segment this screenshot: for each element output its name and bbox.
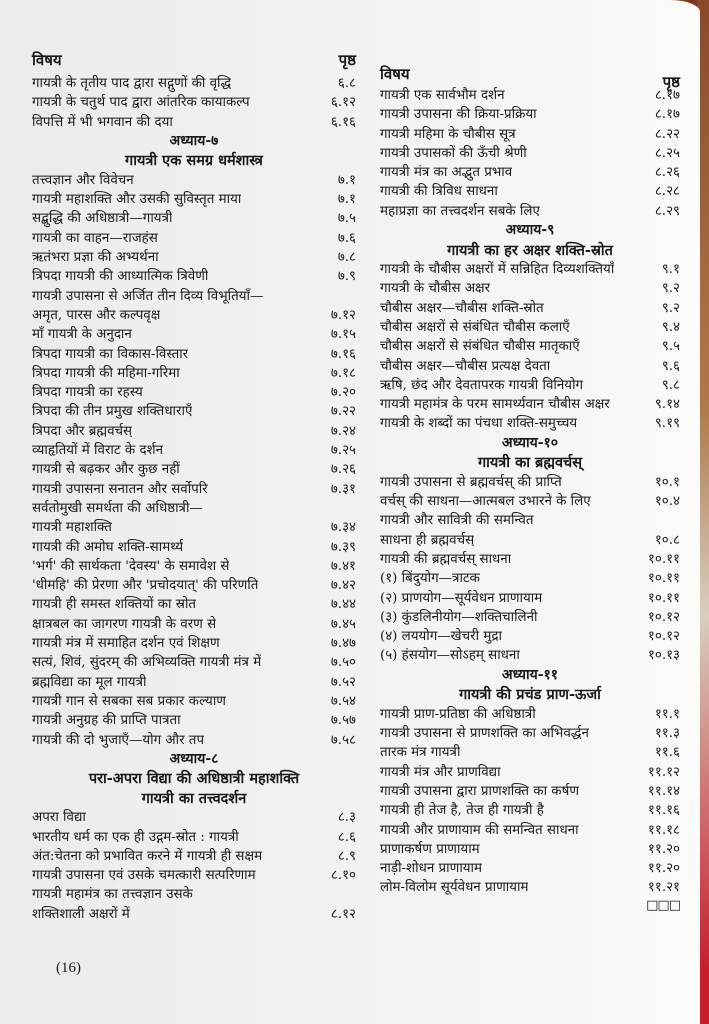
chapter-label: अध्याय-९ [505, 222, 555, 239]
entry-title: त्रिपदा की तीन प्रमुख शक्तिधाराएँ [32, 404, 193, 420]
entry-page: ७.६ [337, 230, 356, 246]
entry-title: गायत्री ही समस्त शक्तियों का स्रोत [32, 597, 197, 613]
toc-entry [32, 615, 356, 634]
entry-page: ६.८ [337, 76, 356, 91]
entry-page: ११.२० [647, 841, 680, 857]
entry-title: गायत्री की दो भुजाएँ—योग और तप [32, 732, 205, 748]
entry-page: ७.१ [337, 172, 356, 188]
entry-title: सर्वतोमुखी समर्थता की अधिष्ठात्री— [32, 500, 203, 516]
toc-entry [32, 364, 356, 383]
entry-page: ७.४७ [330, 636, 356, 652]
entry-page: ७.१५ [330, 327, 356, 343]
entry-page: ७.४५ [330, 616, 356, 632]
toc-entry [380, 144, 680, 163]
entry-page: ९.५ [661, 339, 680, 355]
entry-title: 'धीमहि' की प्रेरणा और 'प्रचोदयात्' की परिणति [32, 578, 259, 594]
entry-title: त्रिपदा गायत्री की महिमा-गरिमा [32, 365, 180, 381]
entry-page: ८.६ [337, 829, 356, 845]
toc-entry [380, 473, 680, 492]
entry-title: सद्बुद्धि की अधिष्ठात्री—गायत्री [32, 211, 173, 227]
entry-page: ७.२६ [330, 462, 356, 478]
entry-page: ७.५२ [330, 674, 356, 690]
toc-entry [380, 743, 680, 762]
entry-page: ९.८ [661, 377, 680, 393]
entry-page: ७.३९ [330, 539, 356, 555]
entry-title: गायत्री महामंत्र के परम सामर्थ्यवान चौबीस अक्षर [380, 397, 610, 413]
entry-page: ९.६ [661, 358, 680, 374]
entry-page: ११.१८ [647, 822, 680, 838]
toc-entry [32, 538, 356, 557]
toc-entry [32, 402, 356, 421]
entry-page: ७.२५ [330, 443, 356, 459]
toc-entry [380, 782, 680, 801]
entry-page: १०.१ [654, 474, 680, 490]
toc-entry [380, 318, 680, 337]
toc-entry [380, 163, 680, 182]
entry-page: ७.४२ [330, 578, 356, 594]
toc-entry [32, 711, 356, 730]
entry-title: क्षात्रबल का जागरण गायत्री के वरण से [32, 616, 217, 632]
toc-entry [380, 608, 680, 627]
entry-title: नाड़ी-शोधन प्राणायाम [380, 861, 483, 877]
toc-entry [380, 202, 680, 221]
entry-page: ७.३१ [330, 481, 356, 497]
entry-page: ११.३ [654, 726, 680, 742]
chapter-title: परा-अपरा विद्या की अधिष्ठात्री महाशक्ति [88, 770, 300, 788]
toc-entry [380, 859, 680, 878]
entry-page: ८.१७ [654, 88, 680, 103]
toc-entry [32, 345, 356, 364]
entry-title: गायत्री उपासना से प्राणशक्ति का अभिवर्द्धन [380, 726, 589, 742]
entry-page: ७.५ [337, 211, 356, 227]
entry-title: गायत्री एक सार्वभौम दर्शन [380, 88, 505, 103]
page-heading: पृष्ठ [662, 73, 680, 91]
entry-title: त्रिपदा गायत्री का रहस्य [32, 385, 143, 401]
entry-title: गायत्री उपासना द्वारा प्राणशक्ति का कर्षण [380, 783, 580, 799]
entry-page: ७.४४ [330, 597, 356, 613]
toc-entry [32, 692, 356, 711]
toc-entry [380, 357, 680, 376]
toc-entry [380, 182, 680, 201]
toc-entry [32, 480, 356, 499]
entry-page: १०.११ [647, 551, 680, 567]
toc-entry [380, 279, 680, 298]
toc-entry [380, 724, 680, 743]
entry-title: (३) कुंडलिनीयोग—शक्तिचालिनी [380, 609, 538, 625]
entry-title: व्याहृतियों में विराट के दर्शन [32, 443, 164, 459]
entry-title: गायत्री के चौबीस अक्षरों में सन्निहित दिव्यशक्तियाँ [380, 262, 615, 278]
entry-page: १०.११ [647, 590, 680, 606]
entry-page: १०.८ [654, 532, 680, 548]
entry-page: ८.२६ [654, 165, 680, 181]
entry-title: ऋतंभरा प्रज्ञा की अभ्यर्थना [32, 250, 159, 266]
toc-entry [32, 422, 356, 441]
entry-title: (२) प्राणयोग—सूर्यवेधन प्राणायाम [380, 590, 543, 606]
entry-title: प्राणाकर्षण प्राणायाम [380, 841, 480, 857]
entry-title: चौबीस अक्षर—चौबीस शक्ति-स्रोत [380, 300, 544, 316]
entry-page: ७.१६ [330, 346, 356, 362]
toc-entry [380, 414, 680, 433]
toc-entry [380, 511, 680, 530]
entry-page: ९.४ [661, 319, 680, 335]
toc-entry [380, 627, 680, 646]
entry-title: तत्त्वज्ञान और विवेचन [32, 172, 134, 188]
entry-page: ८.३ [337, 810, 356, 826]
chapter-title: गायत्री का हर अक्षर शक्ति-स्रोत [447, 241, 613, 259]
chapter-label: अध्याय-१० [501, 434, 559, 451]
entry-title: गायत्री महिमा के चौबीस सूत्र [380, 126, 516, 142]
entry-title: त्रिपदा गायत्री का विकास-विस्तार [32, 346, 189, 362]
entry-title: गायत्री उपासकों की ऊँची श्रेणी [380, 145, 527, 161]
toc-entry [380, 550, 680, 569]
column-header [380, 48, 680, 91]
entry-page: ९.१९ [654, 416, 680, 432]
entry-title: गायत्री का वाहन—राजहंस [32, 230, 158, 246]
entry-page: ७.९ [337, 269, 356, 285]
toc-entry [380, 589, 680, 608]
toc-entry [32, 325, 356, 344]
entry-title: वर्चस् की साधना—आत्मबल उभारने के लिए [380, 494, 591, 510]
toc-entry [32, 93, 356, 112]
toc-entry [32, 267, 356, 286]
entry-page: ७.२४ [330, 423, 356, 439]
page-number: (16) [56, 960, 81, 976]
chapter-title: गायत्री की प्रचंड प्राण-ऊर्जा [459, 686, 601, 704]
toc-entry [32, 499, 356, 518]
entry-title: गायत्री की ब्रह्मवर्चस् साधना [380, 551, 512, 567]
entry-page: ११.१२ [647, 764, 680, 780]
entry-title: विपत्ति में भी भगवान की दया [32, 114, 173, 130]
subject-heading: विषय [380, 65, 410, 83]
chapter-title: गायत्री का तत्त्वदर्शन [141, 789, 247, 807]
toc-entry [32, 209, 356, 228]
entry-title: गायत्री के तृतीय पाद द्वारा सद्गुणों की वृद्धि [32, 76, 232, 91]
entry-page: ७.३४ [330, 520, 356, 536]
entry-page: ७.५४ [330, 693, 356, 709]
entry-title: गायत्री से बढ़कर और कुछ नहीं [32, 462, 180, 478]
toc-entry [32, 653, 356, 672]
entry-title: गायत्री उपासना की क्रिया-प्रक्रिया [380, 107, 537, 123]
subject-heading: विषय [32, 51, 62, 69]
toc-entry [32, 595, 356, 614]
chapter-label: अध्याय-८ [169, 750, 219, 767]
entry-title: ऋषि, छंद और देवतापरक गायत्री विनियोग [380, 377, 584, 393]
entry-title: अमृत, पारस और कल्पवृक्ष [32, 307, 161, 323]
entry-title: (५) हंसयोग—सोऽहम् साधना [380, 648, 520, 664]
toc-entry [32, 171, 356, 190]
toc-entry [32, 866, 356, 885]
entry-title: गायत्री उपासना से ब्रह्मवर्चस् की प्राप्ति [380, 474, 562, 490]
entry-page: ७.८ [337, 250, 356, 266]
entry-title: अंत:चेतना को प्रभावित करने में गायत्री ही सक्षम [32, 848, 263, 864]
toc-entry [380, 646, 680, 665]
entry-title: गायत्री की त्रिविध साधना [380, 184, 498, 200]
toc-entry [32, 190, 356, 209]
page-heading: पृष्ठ [338, 51, 356, 69]
toc-entry [32, 634, 356, 653]
entry-title: गायत्री महाशक्ति [32, 520, 112, 536]
toc-entry [32, 731, 356, 750]
entry-title: गायत्री महाशक्ति और उसकी सुविस्तृत माया [32, 192, 242, 208]
entry-title: गायत्री मंत्र और प्राणविद्या [380, 764, 501, 780]
toc-entry [32, 441, 356, 460]
entry-title: गायत्री के शब्दों का पंचधा शक्ति-समुच्चय [380, 416, 578, 432]
entry-title: गायत्री प्राण-प्रतिष्ठा की अधिष्ठात्री [380, 706, 536, 722]
entry-title: लोम-विलोम सूर्यवेधन प्राणायाम [380, 880, 529, 896]
toc-entry [380, 801, 680, 820]
toc-entry [380, 299, 680, 318]
entry-title: सत्यं, शिवं, सुंदरम् की अभिव्यक्ति गायत्री मंत्र में [32, 655, 262, 671]
toc-entry [380, 395, 680, 414]
entry-page: १०.४ [654, 494, 680, 510]
toc-entry [380, 376, 680, 395]
entry-title: गायत्री गान से सबका सब प्रकार कल्याण [32, 693, 226, 709]
entry-page: ११.१ [654, 706, 680, 722]
left-column [32, 48, 356, 924]
entry-page: ६.१२ [330, 95, 356, 111]
toc-entry [32, 248, 356, 267]
entry-page: ७.२० [330, 385, 356, 401]
entry-title: माँ गायत्री के अनुदान [32, 327, 132, 343]
toc-entry [32, 828, 356, 847]
entry-page: ८.२५ [654, 145, 680, 161]
entry-title: तारक मंत्र गायत्री [380, 745, 461, 761]
entry-page: ७.५० [330, 655, 356, 671]
entry-page: ७.५७ [330, 713, 356, 729]
entry-page: ७.१ [337, 192, 356, 208]
entry-page: ११.६ [654, 745, 680, 761]
toc-entry [380, 337, 680, 356]
entry-title: चौबीस अक्षरों से संबंधित चौबीस मातृकाएँ [380, 339, 580, 355]
toc-entry [32, 808, 356, 827]
entry-title: भारतीय धर्म का एक ही उद्गम-स्रोत : गायत्री [32, 829, 239, 845]
column-header [32, 48, 356, 70]
entry-title: गायत्री उपासना से अर्जित तीन दिव्य विभूतियाँ— [32, 288, 264, 304]
entry-title: गायत्री महामंत्र का तत्त्वज्ञान उसके [32, 887, 193, 903]
entry-page: ९.१४ [654, 397, 680, 413]
entry-page: ७.४१ [330, 558, 356, 574]
toc-entry [32, 518, 356, 537]
right-column [380, 48, 680, 914]
entry-page: १०.१२ [647, 629, 680, 645]
entry-title: गायत्री और प्राणायाम की समन्वित साधना [380, 822, 579, 838]
entry-title: 'भर्ग' की सार्थकता 'देवस्य' के समावेश से [32, 558, 230, 574]
entry-page: ७.५८ [330, 732, 356, 748]
entry-page: ९.२ [661, 300, 680, 316]
entry-page: १०.१२ [647, 609, 680, 625]
entry-page: ८.१० [330, 868, 356, 884]
toc-entry [380, 86, 680, 105]
entry-page: ७.१२ [330, 307, 356, 323]
toc-entry [380, 492, 680, 511]
toc-entry [380, 840, 680, 859]
chapter-label: अध्याय-७ [169, 132, 219, 149]
entry-title: साधना ही ब्रह्मवर्चस् [380, 532, 475, 548]
toc-entry [32, 287, 356, 306]
end-mark-icon: □□□ [646, 897, 680, 913]
entry-title: अपरा विद्या [32, 810, 86, 826]
toc-entry [32, 885, 356, 904]
toc-entry [32, 847, 356, 866]
toc-entry [32, 383, 356, 402]
entry-page: ६.१६ [330, 114, 356, 130]
entry-title: गायत्री मंत्र का अद्भुत प्रभाव [380, 165, 513, 181]
entry-page: ८.९ [337, 848, 356, 864]
entry-page: ११.२१ [647, 880, 680, 896]
chapter-title: गायत्री एक समग्र धर्मशास्त्र [125, 152, 263, 170]
toc-entry [32, 673, 356, 692]
toc-entry [32, 576, 356, 595]
entry-page: ८.२८ [654, 184, 680, 200]
entry-page: ९.१ [661, 262, 680, 278]
toc-entry [380, 531, 680, 550]
entry-title: गायत्री उपासना सनातन और सर्वोपरि [32, 481, 208, 497]
chapter-title: गायत्री का ब्रह्मवर्चस् [477, 454, 583, 472]
toc-entry [32, 557, 356, 576]
entry-title: गायत्री मंत्र में समाहित दर्शन एवं शिक्षण [32, 636, 220, 652]
entry-page: ११.१४ [647, 783, 680, 799]
entry-title: गायत्री और सावित्री की समन्वित [380, 513, 534, 529]
entry-page: ८.२२ [654, 126, 680, 142]
entry-title: गायत्री के चतुर्थ पाद द्वारा आंतरिक कायाकल्प [32, 95, 250, 111]
toc-entry [32, 306, 356, 325]
entry-page: ७.२२ [330, 404, 356, 420]
entry-page: ८.१७ [654, 107, 680, 123]
entry-title: गायत्री उपासना एवं उसके चमत्कारी सत्परिणाम [32, 868, 256, 884]
entry-title: गायत्री अनुग्रह की प्राप्ति पात्रता [32, 713, 181, 729]
toc-entry [380, 705, 680, 724]
entry-page: ८.२९ [654, 203, 680, 219]
entry-title: शक्तिशाली अक्षरों में [32, 906, 130, 922]
entry-title: चौबीस अक्षरों से संबंधित चौबीस कलाएँ [380, 319, 570, 335]
toc-entry [32, 74, 356, 93]
toc-entry [32, 229, 356, 248]
entry-title: चौबीस अक्षर—चौबीस प्रत्यक्ष देवता [380, 358, 551, 374]
entry-page: ११.१६ [647, 803, 680, 819]
toc-entry [32, 113, 356, 132]
entry-title: गायत्री के चौबीस अक्षर [380, 281, 491, 297]
entry-title: त्रिपदा गायत्री की आध्यात्मिक त्रिवेणी [32, 269, 209, 285]
entry-page: ९.२ [661, 281, 680, 297]
toc-entry [380, 821, 680, 840]
entry-title: ब्रह्मविद्या का मूल गायत्री [32, 674, 147, 690]
toc-entry [32, 460, 356, 479]
entry-page: ११.२० [647, 861, 680, 877]
toc-entry [380, 260, 680, 279]
entry-title: (१) बिंदुयोग—त्राटक [380, 571, 480, 587]
entry-title: गायत्री ही तेज है, तेज ही गायत्री है [380, 803, 544, 819]
entry-title: गायत्री की अमोघ शक्ति-सामर्थ्य [32, 539, 184, 555]
chapter-label: अध्याय-११ [501, 666, 559, 683]
entry-page: ७.१८ [330, 365, 356, 381]
entry-page: ८.१२ [330, 906, 356, 922]
toc-entry [32, 905, 356, 924]
toc-entry [380, 569, 680, 588]
entry-title: त्रिपदा और ब्रह्मवर्चस् [32, 423, 133, 439]
toc-entry [380, 878, 680, 897]
toc-entry [380, 763, 680, 782]
entry-title: महाप्रज्ञा का तत्त्वदर्शन सबके लिए [380, 203, 540, 219]
entry-page: १०.११ [647, 571, 680, 587]
entry-title: (४) लययोग—खेचरी मुद्रा [380, 629, 502, 645]
toc-entry [380, 105, 680, 124]
toc-entry [380, 125, 680, 144]
entry-page: १०.१३ [647, 648, 680, 664]
